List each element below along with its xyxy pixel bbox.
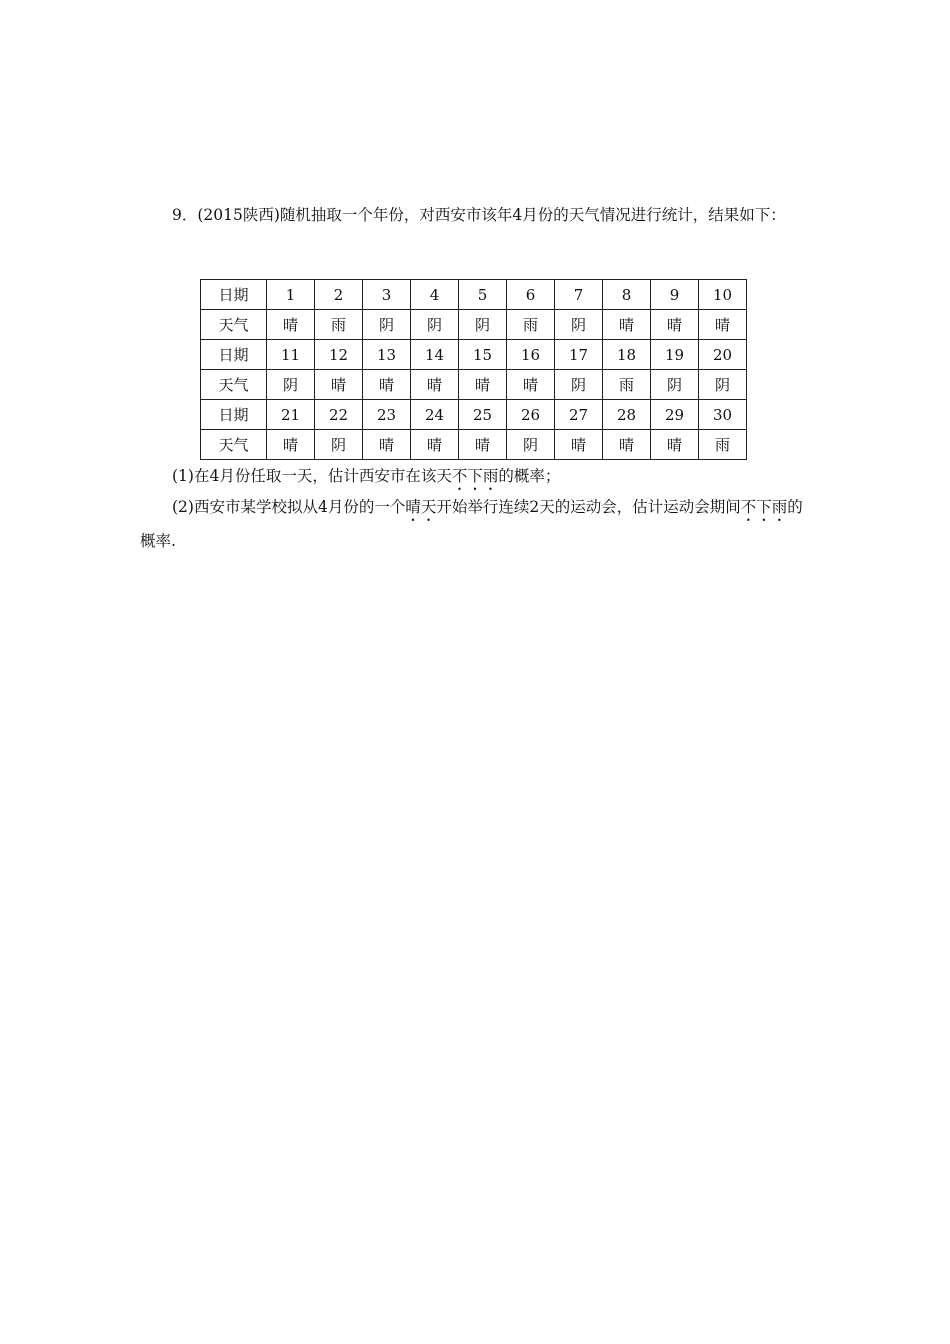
table-cell: 27 [555,400,603,430]
table-cell: 晴 [411,430,459,460]
table-row [201,430,747,460]
table-cell: 雨 [507,310,555,340]
table-row [201,310,747,340]
table-cell: 26 [507,400,555,430]
table-cell: 阴 [267,370,315,400]
row-header: 天气 [201,430,267,460]
table-cell: 晴 [555,430,603,460]
question-1-text-before: (1)在4月份任取一天，估计西安市在该天 [172,467,452,485]
row-header: 日期 [201,280,267,310]
table-cell: 16 [507,340,555,370]
table-cell: 1 [267,280,315,310]
table-cell: 晴 [507,370,555,400]
table-cell: 雨 [603,370,651,400]
table-cell: 阴 [411,310,459,340]
table-cell: 晴 [363,370,411,400]
table-cell: 晴 [459,370,507,400]
question-2-text-before: (2)西安市某学校拟从4月份的一个 [172,498,406,516]
table-cell: 7 [555,280,603,310]
table-cell: 6 [507,280,555,310]
table-cell: 24 [411,400,459,430]
table-cell: 12 [315,340,363,370]
table-row [201,370,747,400]
problem-stem [140,200,810,230]
question-2-text-after: 的概率. [140,498,803,550]
table-cell: 19 [651,340,699,370]
table-cell: 3 [363,280,411,310]
problem-number: 9． [172,206,198,224]
table-cell: 阴 [315,430,363,460]
table-cell: 晴 [315,370,363,400]
table-cell: 阴 [651,370,699,400]
table-cell: 5 [459,280,507,310]
table-cell: 18 [603,340,651,370]
question-2-emphasis-no-rain: 不下雨 [740,498,788,516]
weather-table [200,279,747,460]
table-cell: 29 [651,400,699,430]
question-2 [140,491,810,558]
table-cell: 晴 [267,310,315,340]
table-cell: 晴 [603,310,651,340]
table-cell: 8 [603,280,651,310]
problem-stem-text: (2015陕西)随机抽取一个年份，对西安市该年4月份的天气情况进行统计，结果如下： [197,206,786,224]
question-1 [140,460,810,494]
question-1-text-after: 的概率； [498,467,561,485]
question-1-emphasis: 不下雨 [451,467,499,485]
table-cell: 雨 [315,310,363,340]
table-cell: 23 [363,400,411,430]
question-2-text-middle: 开始举行连续2天的运动会，估计运动会期间 [436,498,741,516]
table-cell: 晴 [699,310,747,340]
table-cell: 2 [315,280,363,310]
table-cell: 13 [363,340,411,370]
row-header: 日期 [201,340,267,370]
table-cell: 21 [267,400,315,430]
row-header: 天气 [201,310,267,340]
table-cell: 14 [411,340,459,370]
table-cell: 阴 [507,430,555,460]
table-cell: 晴 [363,430,411,460]
weather-table-body [201,280,747,460]
table-cell: 晴 [459,430,507,460]
table-cell: 28 [603,400,651,430]
row-header: 日期 [201,400,267,430]
row-header: 天气 [201,370,267,400]
table-row [201,280,747,310]
table-cell: 阴 [555,310,603,340]
table-cell: 阴 [699,370,747,400]
problem-9 [140,200,810,230]
table-cell: 4 [411,280,459,310]
table-cell: 22 [315,400,363,430]
table-cell: 17 [555,340,603,370]
table-cell: 10 [699,280,747,310]
table-cell: 30 [699,400,747,430]
table-cell: 晴 [651,430,699,460]
table-cell: 20 [699,340,747,370]
table-cell: 晴 [411,370,459,400]
table-cell: 15 [459,340,507,370]
table-cell: 晴 [651,310,699,340]
table-cell: 雨 [699,430,747,460]
table-cell: 阴 [555,370,603,400]
question-2-emphasis-sunny: 晴天 [405,498,437,516]
table-cell: 11 [267,340,315,370]
table-cell: 阴 [459,310,507,340]
table-cell: 25 [459,400,507,430]
table-cell: 晴 [267,430,315,460]
table-cell: 9 [651,280,699,310]
table-row [201,400,747,430]
table-row [201,340,747,370]
table-cell: 阴 [363,310,411,340]
table-cell: 晴 [603,430,651,460]
